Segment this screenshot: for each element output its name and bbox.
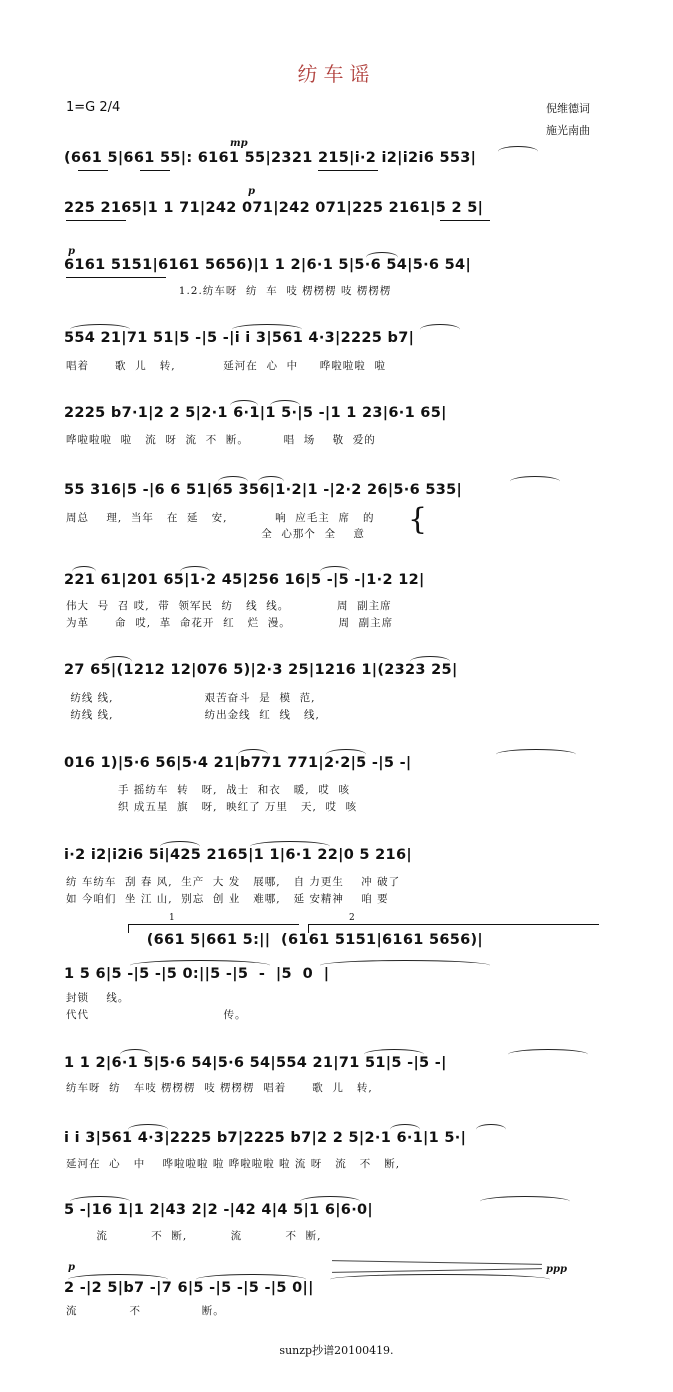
score-notes: 55 316|5 -|6 6 51|65 356|1·2|1 -|2·2 26|5·6 535| <box>64 482 463 498</box>
beam-underline <box>66 220 126 221</box>
slur-arc <box>218 476 248 487</box>
footer-credit: sunzp抄谱20100419. <box>279 1344 394 1357</box>
slur-arc <box>70 1196 130 1207</box>
slur-arc <box>510 476 560 487</box>
lyric-line: 纺 车纺车 刮 春 风, 生产 大 发 展哪, 自 力更生 冲 破了 <box>66 876 401 888</box>
lyric-line: 周总 理, 当年 在 延 安, 响 应毛主 席 的 <box>66 512 375 524</box>
lyric-line: 流 不 断, 流 不 断, <box>66 1230 322 1242</box>
score-notes: (661 5|661 55|: 6161 55|2321 215|i·2 i2|i2i6 553| <box>64 150 477 166</box>
slur-arc <box>258 476 284 487</box>
score-notes: 221 61|201 65|1·2 45|256 16|5 -|5 -|1·2 12| <box>64 572 425 588</box>
slur-arc <box>390 1124 420 1135</box>
composer-credit: 施光南曲 <box>546 124 590 137</box>
key-signature: 1=G 2/4 <box>66 100 121 115</box>
lyric-line: 代代 传。 <box>66 1009 247 1021</box>
lyric-line: 1.2.纺车呀 纺 车 吱 楞楞楞 吱 楞楞楞 <box>66 285 392 297</box>
lyric-line: 织 成五星 旗 呀, 映红了 万里 天, 哎 咳 <box>66 801 358 813</box>
diminuendo-hairpin-lower <box>332 1268 542 1273</box>
lyric-line: 纺车呀 纺 车吱 楞楞楞 吱 楞楞楞 唱着 歌 儿 转, <box>66 1082 373 1094</box>
score-notes: 2 -|2 5|b7 -|7 6|5 -|5 -|5 -|5 0|| <box>64 1280 314 1296</box>
slur-arc <box>330 1274 550 1285</box>
lyric-line: 封锁 线。 <box>66 992 130 1004</box>
diminuendo-hairpin <box>332 1260 542 1265</box>
slur-arc <box>326 749 366 760</box>
slur-arc <box>366 252 398 263</box>
lyricist-credit: 倪维德词 <box>546 102 590 115</box>
slur-arc <box>476 1124 506 1135</box>
slur-arc <box>364 1049 424 1060</box>
dynamic-p-2: p <box>68 246 75 257</box>
lyric-line: 纺线 线, 艰苦奋斗 是 模 范, <box>66 692 316 704</box>
slur-arc <box>232 324 302 335</box>
score-notes: 225 2165|1 1 71|242 071|242 071|225 2161|5 2 5| <box>64 200 484 216</box>
slur-arc <box>410 656 450 667</box>
score-notes: i·2 i2|i2i6 5i|425 2165|1 1|6·1 22|0 5 216| <box>64 847 412 863</box>
slur-arc <box>72 566 96 577</box>
volta-label-1: 1 <box>169 913 175 923</box>
dynamic-p: p <box>248 186 255 197</box>
lyric-line: 哗啦啦啦 啦 流 呀 流 不 断。 唱 场 敬 爱的 <box>66 434 376 446</box>
slur-arc <box>160 841 200 852</box>
slur-arc <box>68 1274 168 1285</box>
beam-underline <box>318 170 378 171</box>
lyric-line: 全 心那个 全 意 <box>66 528 365 540</box>
score-notes: i i 3|561 4·3|2225 b7|2225 b7|2 2 5|2·1 6·1|1 5·| <box>64 1130 467 1146</box>
score-notes: 27 65|(1212 12|076 5)|2·3 25|1216 1|(2323 25| <box>64 662 458 678</box>
slur-arc <box>498 146 538 157</box>
score-notes: 016 1)|5·6 56|5·4 21|b771 771|2·2|5 -|5 -| <box>64 755 412 771</box>
slur-arc <box>300 1196 360 1207</box>
lyric-line: 流 不 断。 <box>66 1305 225 1317</box>
lyric-line: 延河在 心 中 哗啦啦啦 啦 哗啦啦啦 啦 流 呀 流 不 断, <box>66 1158 401 1170</box>
slur-arc <box>420 324 460 335</box>
score-notes: 1 1 2|6·1 5|5·6 54|5·6 54|554 21|71 51|5 -|5 -| <box>64 1055 447 1071</box>
lyric-line: 伟大 号 召 哎, 带 领军民 纺 线 线。 周 副主席 <box>66 600 392 612</box>
beam-underline <box>66 277 166 278</box>
slur-arc <box>104 656 132 667</box>
slur-arc <box>70 324 130 335</box>
slur-arc <box>196 1274 306 1285</box>
slur-arc <box>508 1049 588 1060</box>
volta-label-2: 2 <box>349 913 355 923</box>
slur-arc <box>250 841 330 852</box>
dynamic-mp: mp <box>230 138 248 149</box>
lyric-line: 纺线 线, 纺出金线 红 线 线, <box>66 709 320 721</box>
slur-arc <box>238 749 268 760</box>
song-title: 纺车谣 <box>297 62 376 86</box>
slur-arc <box>128 1124 168 1135</box>
score-notes: 5 -|16 1|1 2|43 2|2 -|42 4|4 5|1 6|6·0| <box>64 1202 373 1218</box>
beam-underline <box>140 170 170 171</box>
slur-arc <box>320 960 490 971</box>
dynamic-p-3: p <box>68 1262 75 1273</box>
slur-arc <box>230 400 258 411</box>
lyric-line: 为革 命 哎, 革 命花开 红 烂 漫。 周 副主席 <box>66 617 394 629</box>
lyric-line: 唱着 歌 儿 转, 延河在 心 中 哗啦啦啦 啦 <box>66 360 386 372</box>
dynamic-ppp: ppp <box>546 1264 567 1275</box>
beam-underline <box>78 170 108 171</box>
score-notes: 554 21|71 51|5 -|5 -|i i 3|561 4·3|2225 b7| <box>64 330 415 346</box>
verse-brace: { <box>408 502 428 537</box>
slur-arc <box>480 1196 570 1207</box>
slur-arc <box>496 749 576 760</box>
lyric-line: 如 今咱们 坐 江 山, 别忘 创 业 难哪, 延 安精神 咱 要 <box>66 893 389 905</box>
beam-underline <box>440 220 490 221</box>
slur-arc <box>270 400 300 411</box>
score-notes: 1 5 6|5 -|5 -|5 0:||5 -|5 - |5 0 | <box>64 966 330 982</box>
slur-arc <box>130 960 270 971</box>
slur-arc <box>320 566 350 577</box>
score-notes: 6161 5151|6161 5656)|1 1 2|6·1 5|5·6 54|5·6 54| <box>64 257 472 273</box>
lyric-line: 手 摇纺车 转 呀, 战士 和衣 暖, 哎 咳 <box>66 784 350 796</box>
score-notes: 2225 b7·1|2 2 5|2·1 6·1|1 5·|5 -|1 1 23|6·1 65| <box>64 405 447 421</box>
slur-arc <box>120 1049 150 1060</box>
score-notes: (661 5|661 5:|| (6161 5151|6161 5656)| <box>120 932 484 948</box>
slur-arc <box>180 566 210 577</box>
